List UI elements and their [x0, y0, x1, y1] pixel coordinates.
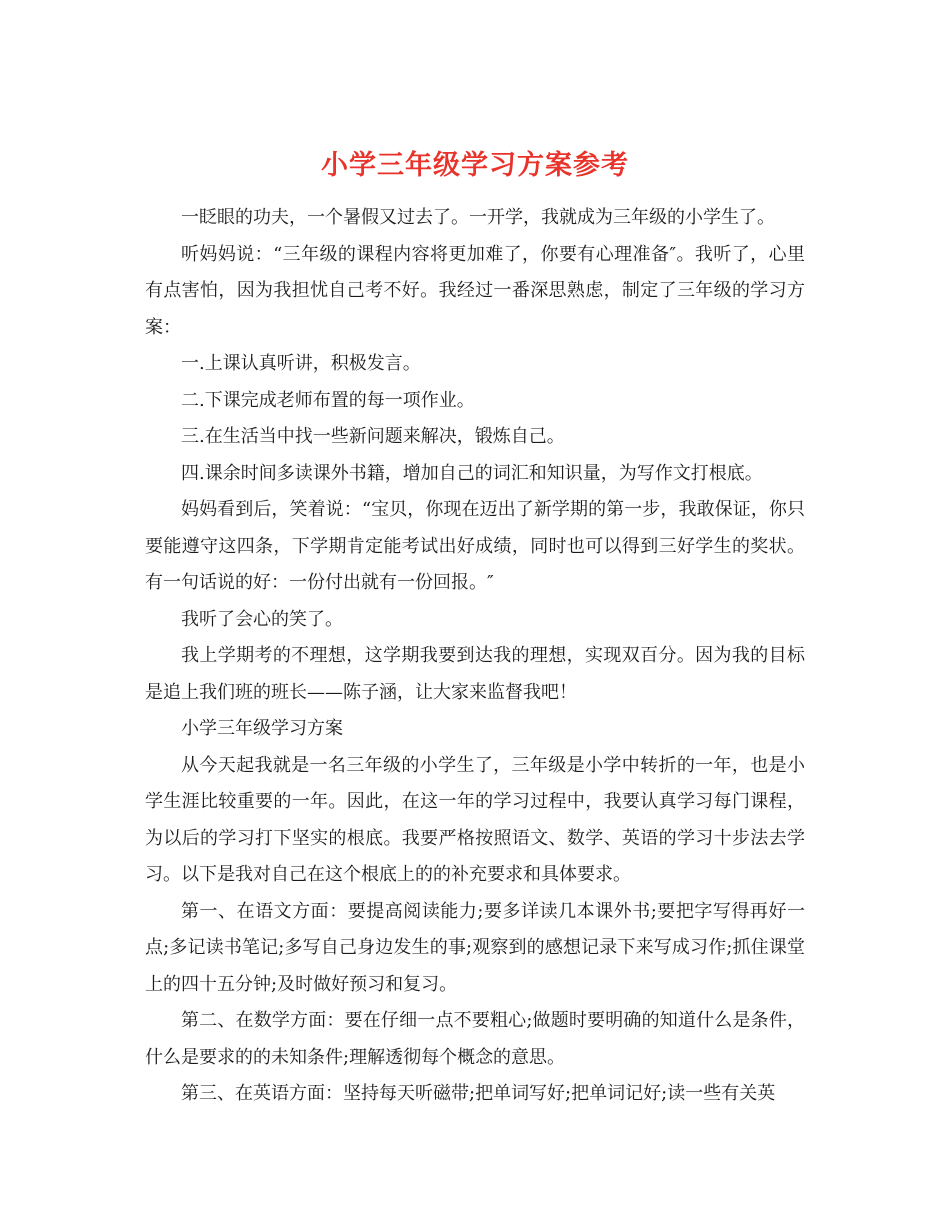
paragraph-intro: 一眨眼的功夫，一个暑假又过去了。一开学，我就成为三年级的小学生了。: [181, 207, 775, 228]
plan-item-1: 一.上课认真听讲，积极发言。: [181, 353, 421, 374]
plan-item-3: 三.在生活当中找一些新问题来解决，锻炼自己。: [181, 426, 565, 447]
plan-item-2: 二.下课完成老师布置的每一项作业。: [181, 389, 475, 411]
paragraph-chinese: 第一、在语文方面：要提高阅读能力;要多详读几本课外书;要把字写得再好一点;多记读书笔记;多写自己身边发生的事;观察到的感想记录下来写成习作;抓住课堂上的四十五分钟;及时做好预习和复习。: [145, 900, 805, 995]
plan-item-4: 四.课余时间多读课外书籍，增加自己的词汇和知识量，为写作文打根底。: [181, 462, 763, 484]
paragraph-smile: 我听了会心的笑了。: [181, 608, 343, 630]
paragraph-new-term: 从今天起我就是一名三年级的小学生了，三年级是小学中转折的一年，也是小学生涯比较重要的一年。因此，在这一年的学习过程中，我要认真学习每门课程，为以后的学习打下坚实的根底。我要严格按照语文、数学、英语的学习十步法去学习。以下是我对自己在这个根底上的的补充要求和具体要求。: [145, 754, 805, 885]
paragraph-goal: 我上学期考的不理想，这学期我要到达我的理想，实现双百分。因为我的目标是追上我们班的班长——陈子涵，让大家来监督我吧！: [145, 645, 805, 703]
paragraph-english: 第三、在英语方面：坚持每天听磁带;把单词写好;把单词记好;读一些有关英: [181, 1083, 776, 1104]
paragraph-math: 第二、在数学方面：要在仔细一点不要粗心;做题时要明确的知道什么是条件，什么是要求的的未知条件;理解透彻每个概念的意思。: [145, 1010, 805, 1068]
paragraph-mother-response: 妈妈看到后，笑着说：“宝贝，你现在迈出了新学期的第一步，我敢保证，你只要能遵守这四条，下学期肯定能考试出好成绩，同时也可以得到三好学生的奖状。有一句话说的好：一份付出就有一份回报。″: [145, 499, 805, 593]
paragraph-mother-says: 听妈妈说：“三年级的课程内容将更加难了，你要有心理准备″。我听了，心里有点害怕，因为我担忧自己考不好。我经过一番深思熟虑，制定了三年级的学习方案：: [145, 243, 805, 338]
document-body: [145, 200, 805, 1113]
section-heading: 小学三年级学习方案: [181, 718, 343, 739]
document-title: 小学三年级学习方案参考: [321, 150, 629, 182]
